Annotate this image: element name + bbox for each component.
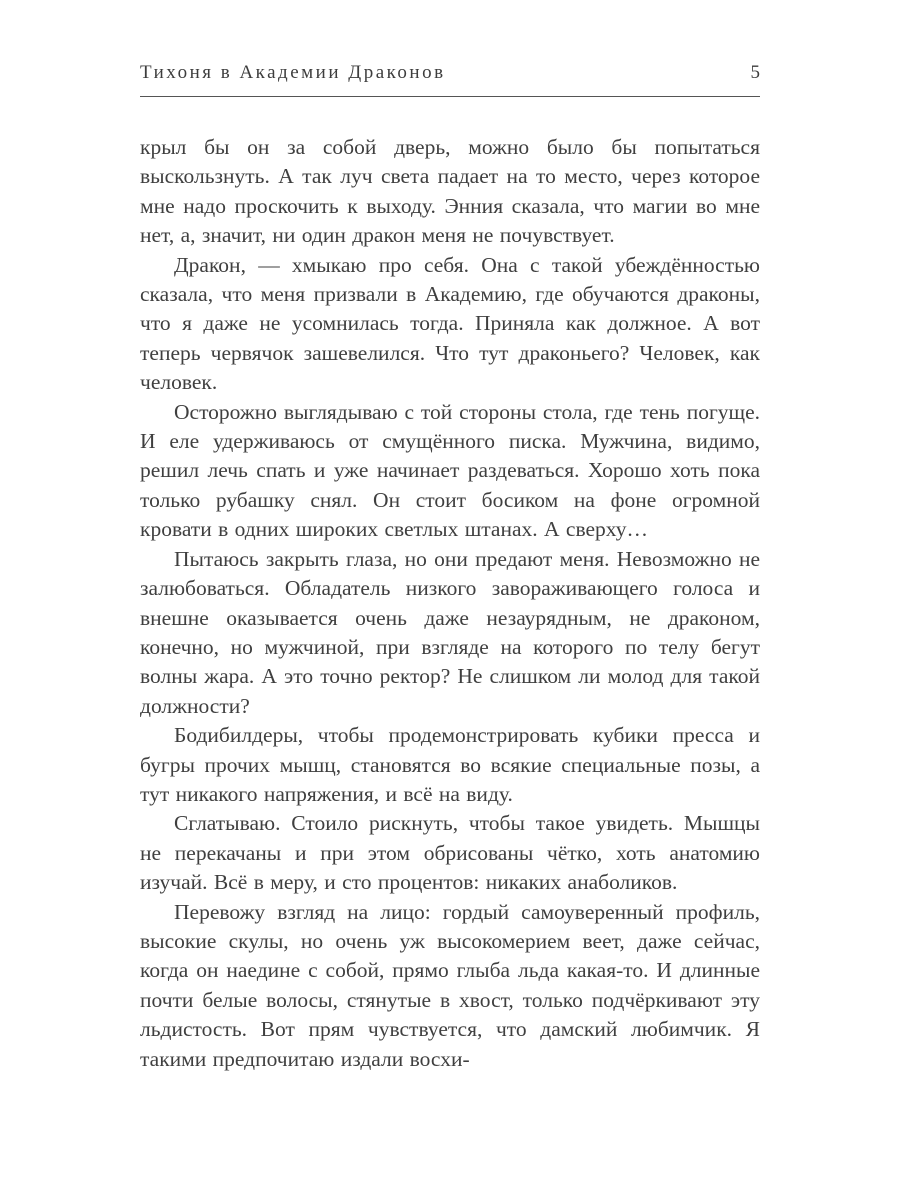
page-header [140, 62, 760, 97]
paragraph: Дракон, — хмыкаю про себя. Она с такой убеждённостью сказала, что меня призвали в Академию, где обучаются драконы, что я даже не усомнилась тогда. Приняла как должное. А вот теперь червячок зашевелился. Что тут драконьего? Человек, как человек. [140, 252, 760, 395]
page-number: 5 [750, 62, 760, 83]
paragraph: Бодибилдеры, чтобы продемонстрировать кубики пресса и бугры прочих мышц, становятся во всякие специальные позы, а тут никакого напряжения, и всё на виду. [140, 723, 760, 806]
paragraph: Пытаюсь закрыть глаза, но они предают меня. Невозможно не залюбоваться. Обладатель низкого завораживающего голоса и внешне оказывается очень даже незаурядным, не драконом, конечно, но мужчиной, при взгляде на которого по телу бегут волны жара. А это точно ректор? Не слишком ли молод для такой должности? [140, 546, 760, 718]
page-body [140, 133, 760, 1074]
book-title: Тихоня в Академии Драконов [140, 62, 446, 83]
paragraph: крыл бы он за собой дверь, можно было бы попытаться выскользнуть. А так луч света падает на то место, через которое мне надо проскочить к выходу. Энния сказала, что магии во мне нет, а, значит, ни один дракон меня не почувствует. [140, 135, 760, 248]
paragraph: Сглатываю. Стоило рискнуть, чтобы такое увидеть. Мышцы не перекачаны и при этом обрисованы чётко, хоть анатомию изучай. Всё в меру, и сто процентов: никаких анаболиков. [140, 811, 760, 895]
paragraph: Перевожу взгляд на лицо: гордый самоуверенный профиль, высокие скулы, но очень уж высокомерием веет, даже сейчас, когда он наедине с собой, прямо глыба льда какая-то. И длинные почти белые волосы, стянутые в хвост, только подчёркивают эту льдистость. Вот прям чувствуется, что дамский любимчик. Я такими предпочитаю издали восхи- [140, 899, 760, 1071]
paragraph: Осторожно выглядываю с той стороны стола, где тень погуще. И еле удерживаюсь от смущённого писка. Мужчина, видимо, решил лечь спать и уже начинает раздеваться. Хорошо хоть пока только рубашку снял. Он стоит босиком на фоне огромной кровати в одних широких светлых штанах. А сверху… [140, 399, 760, 542]
